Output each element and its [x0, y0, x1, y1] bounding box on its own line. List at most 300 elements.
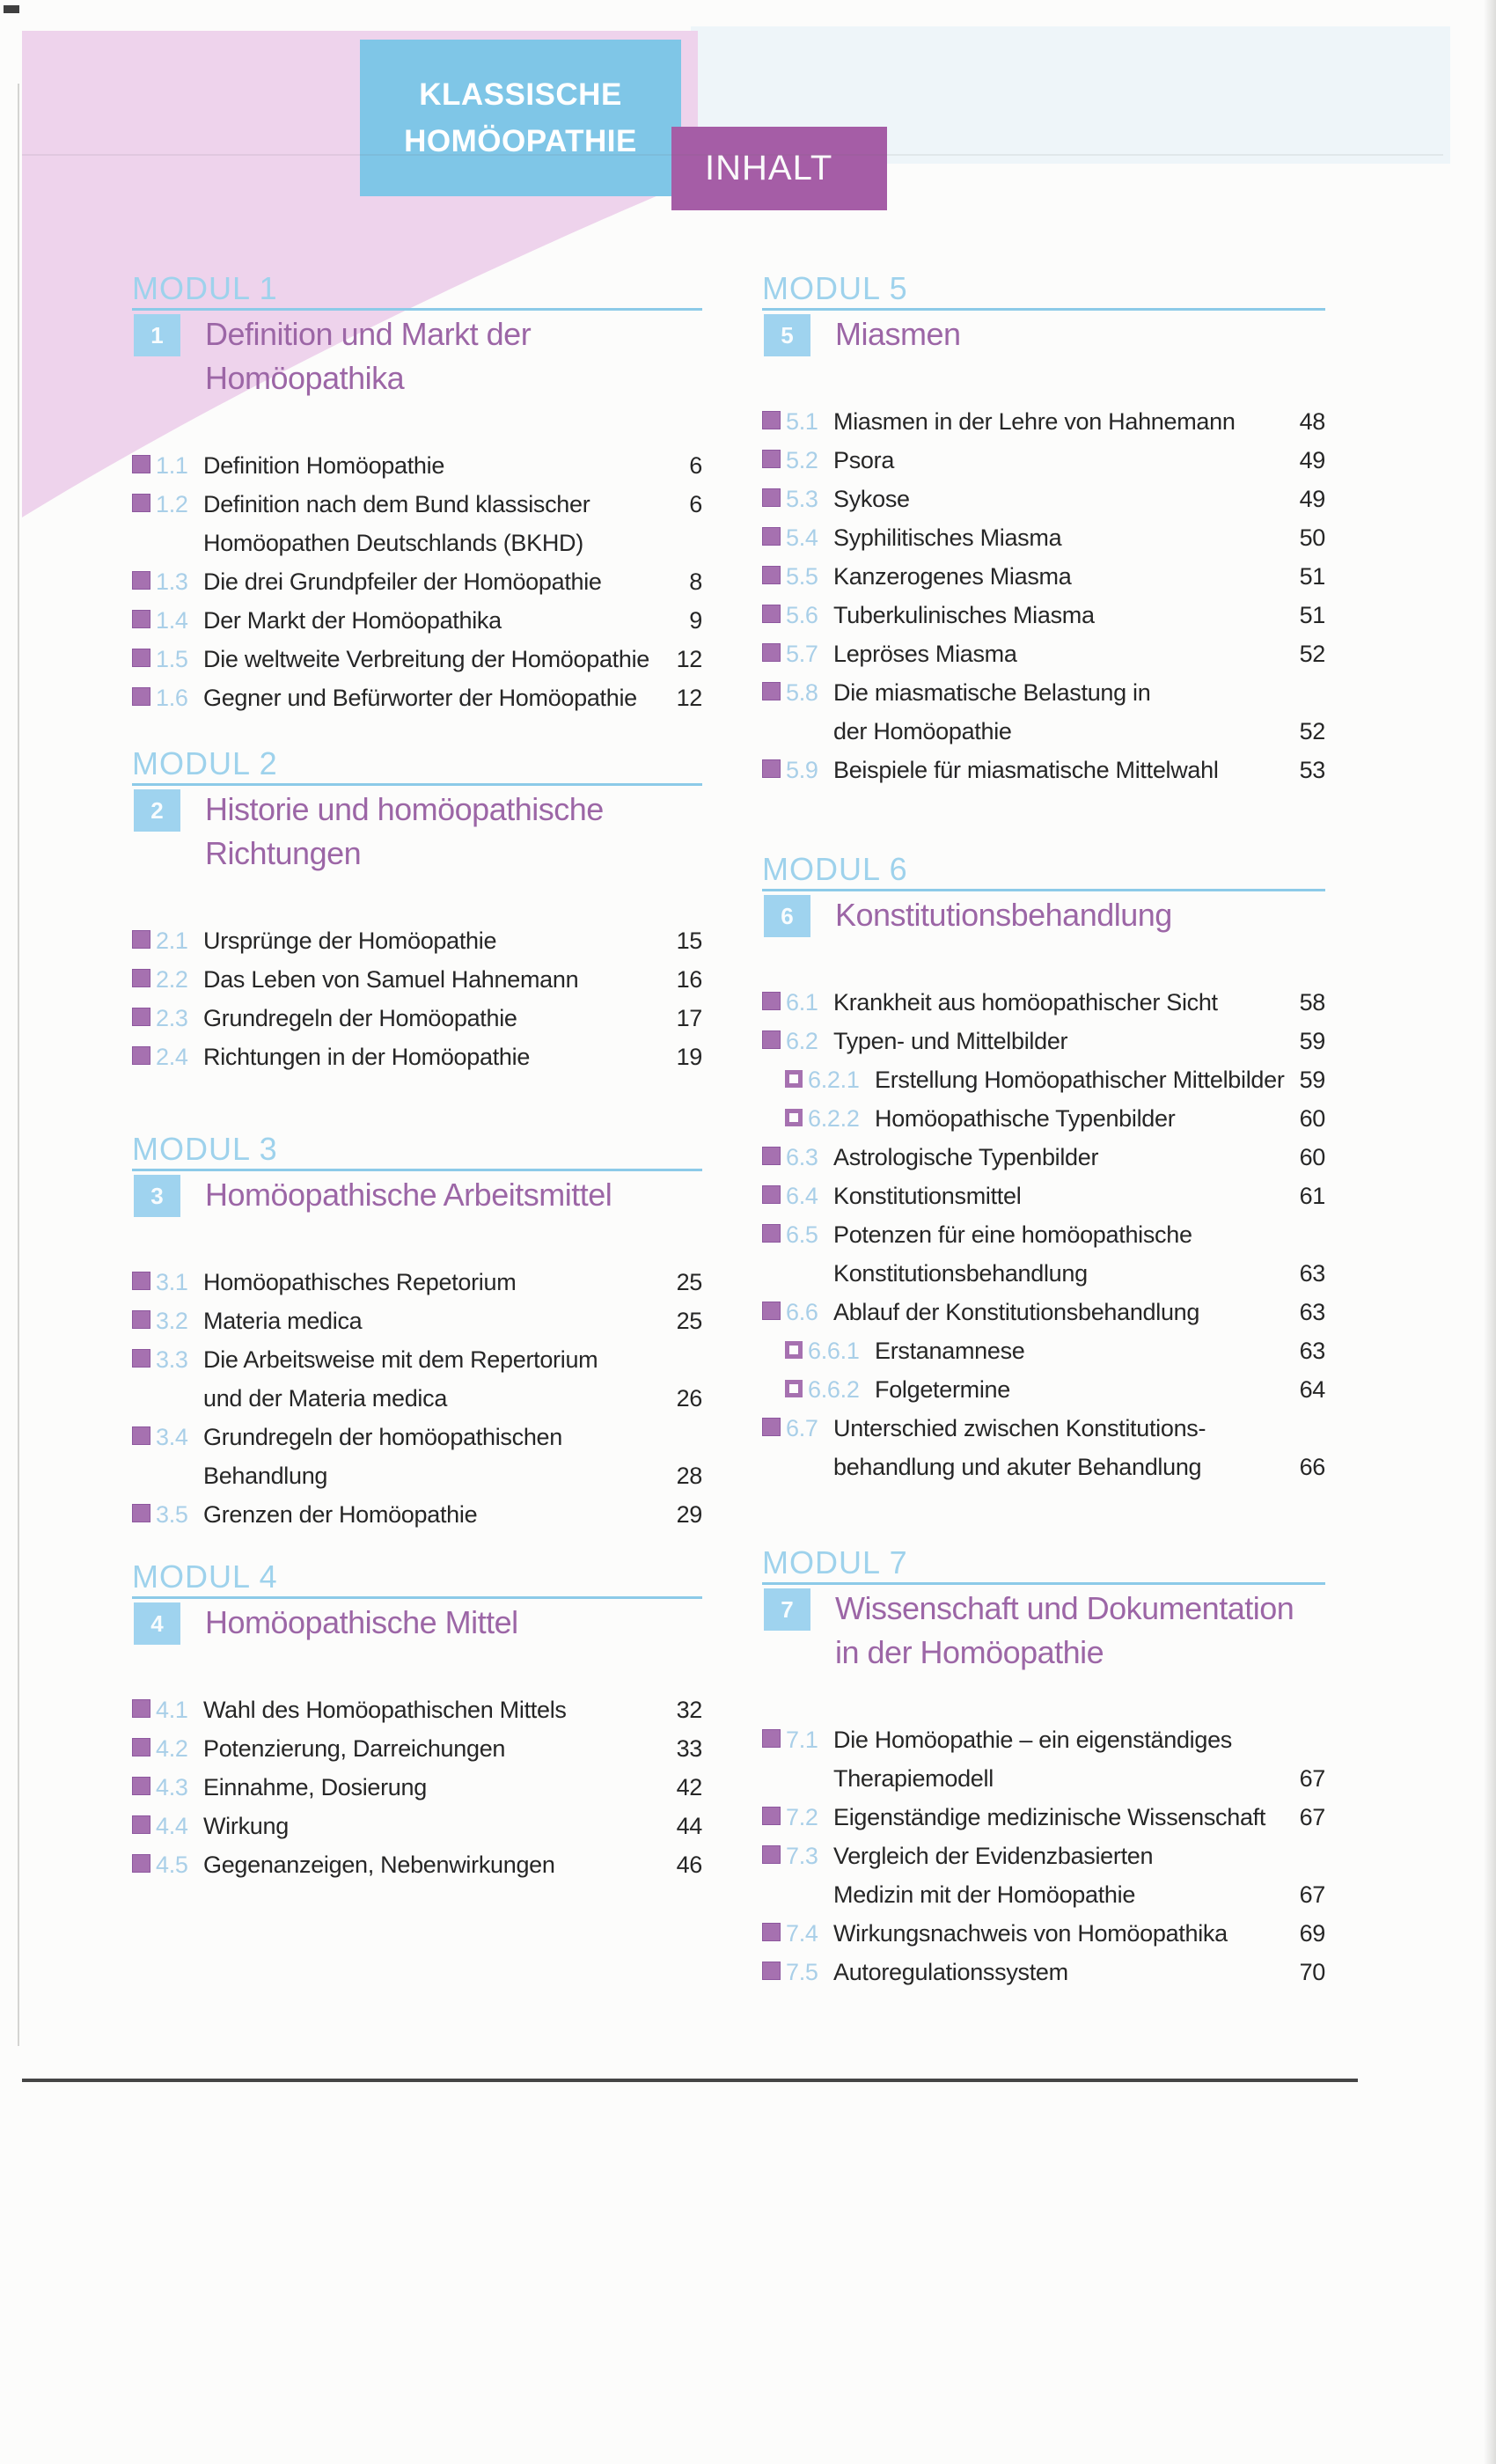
entry-body — [833, 596, 1325, 634]
entry-text: Autoregulationssystem — [833, 1959, 1068, 1985]
module-6-title: Konstitutionsbehandlung — [835, 897, 1172, 933]
entry-row — [203, 1729, 702, 1768]
entry-page: 69 — [1299, 1920, 1325, 1947]
entry-body — [833, 441, 1325, 480]
entry-text: Ursprünge der Homöopathie — [203, 928, 497, 954]
entry-body — [875, 1370, 1325, 1409]
entry-body — [203, 1690, 702, 1729]
module-6-heading: MODUL 6 — [762, 852, 1325, 891]
square-bullet-icon — [132, 687, 150, 706]
entry-number: 6.7 — [786, 1415, 818, 1441]
square-bullet-icon — [762, 1923, 781, 1941]
entry-text: Syphilitisches Miasma — [833, 524, 1062, 551]
entry-row — [875, 1331, 1325, 1370]
entry-number: 6.3 — [786, 1144, 818, 1170]
module-2 — [132, 746, 702, 1076]
entry-row — [833, 1254, 1325, 1293]
entry-body — [203, 678, 702, 717]
entry-number: 2.4 — [156, 1044, 188, 1070]
square-bullet-icon — [762, 1807, 781, 1825]
entry-page: 66 — [1299, 1454, 1325, 1480]
entry-row — [203, 562, 702, 601]
entry-row — [833, 1798, 1325, 1837]
entry-page — [1295, 1837, 1325, 1875]
square-bullet-icon — [132, 494, 150, 512]
square-bullet-icon — [132, 1349, 150, 1368]
entry-row — [833, 402, 1325, 441]
square-bullet-icon — [762, 1845, 781, 1864]
toc-entry-5.6 — [762, 596, 1325, 634]
square-bullet-icon — [762, 1147, 781, 1165]
entry-page — [672, 524, 702, 562]
entry-page: 70 — [1299, 1959, 1325, 1985]
toc-entry-1.3 — [132, 562, 702, 601]
entry-number: 4.4 — [156, 1813, 188, 1839]
entry-text: Grenzen der Homöopathie — [203, 1501, 478, 1528]
brand-box — [360, 40, 681, 196]
entry-body — [833, 1720, 1325, 1798]
toc-entry-6.5 — [762, 1215, 1325, 1293]
module-2-entries — [132, 921, 702, 1076]
square-bullet-icon — [762, 992, 781, 1010]
entry-page — [1295, 1720, 1325, 1759]
module-6-entries — [762, 983, 1325, 1486]
entry-number: 6.1 — [786, 989, 818, 1016]
entry-page: 6 — [689, 491, 702, 517]
entry-page: 16 — [676, 966, 702, 993]
entry-text: Eigenständige medizinische Wissenschaft — [833, 1804, 1266, 1830]
square-bullet-icon — [762, 605, 781, 623]
entry-number: 6.2.1 — [808, 1067, 860, 1093]
entry-text: Definition Homöopathie — [203, 452, 445, 479]
entry-row — [203, 640, 702, 678]
entry-page: 64 — [1299, 1376, 1325, 1403]
entry-text: Unterschied zwischen Konstitutions- — [833, 1415, 1206, 1441]
module-7-heading: MODUL 7 — [762, 1545, 1325, 1585]
entry-row — [833, 673, 1325, 712]
entry-text: Behandlung — [203, 1463, 328, 1489]
entry-page: 67 — [1299, 1804, 1325, 1830]
entry-number: 3.2 — [156, 1308, 188, 1334]
entry-text: Gegner und Befürworter der Homöopathie — [203, 685, 637, 711]
entry-body — [203, 1729, 702, 1768]
module-7-entries — [762, 1720, 1325, 1991]
entry-text: Therapiemodell — [833, 1765, 994, 1792]
entry-page: 12 — [676, 685, 702, 711]
entry-row — [203, 1768, 702, 1807]
entry-number: 7.4 — [786, 1920, 818, 1947]
entry-page: 51 — [1299, 563, 1325, 590]
scan-fold-line — [22, 154, 1443, 156]
entry-row — [833, 441, 1325, 480]
toc-entry-6.4 — [762, 1177, 1325, 1215]
module-6-number-badge: 6 — [764, 895, 810, 937]
module-3-title-row — [132, 1173, 702, 1217]
entry-page: 60 — [1299, 1105, 1325, 1132]
entry-text: Potenzierung, Darreichungen — [203, 1735, 506, 1762]
entry-page: 63 — [1299, 1299, 1325, 1325]
module-2-number-badge: 2 — [134, 789, 180, 832]
entry-number: 3.4 — [156, 1424, 188, 1450]
entry-text: Lepröses Miasma — [833, 641, 1017, 667]
square-bullet-icon — [132, 1310, 150, 1329]
entry-number: 1.2 — [156, 491, 188, 517]
module-2-title: Historie und homöopathische Richtungen — [205, 791, 604, 871]
entry-text: Erstanamnese — [875, 1338, 1025, 1364]
toc-entry-1.5 — [132, 640, 702, 678]
entry-page: 19 — [676, 1044, 702, 1070]
square-bullet-icon — [132, 571, 150, 590]
toc-entry-2.1 — [132, 921, 702, 960]
entry-page: 51 — [1299, 602, 1325, 628]
module-3-entries — [132, 1263, 702, 1534]
module-1-title: Definition und Markt der Homöopathika — [205, 316, 532, 396]
entry-number: 7.1 — [786, 1727, 818, 1753]
entry-number: 6.6.2 — [808, 1376, 860, 1403]
module-4 — [132, 1559, 702, 1884]
entry-row — [833, 1448, 1325, 1486]
entry-text: Das Leben von Samuel Hahnemann — [203, 966, 579, 993]
entry-page: 49 — [1299, 447, 1325, 473]
entry-number: 5.7 — [786, 641, 818, 667]
square-bullet-icon — [762, 566, 781, 584]
entry-number: 5.2 — [786, 447, 818, 473]
entry-body — [833, 1293, 1325, 1331]
toc-entry-4.4 — [132, 1807, 702, 1845]
module-7-title: Wissenschaft und Dokumentation in der Homöopathie — [835, 1590, 1294, 1670]
toc-entry-3.5 — [132, 1495, 702, 1534]
entry-row — [203, 601, 702, 640]
open-square-bullet-icon — [785, 1109, 803, 1126]
module-2-heading: MODUL 2 — [132, 746, 702, 786]
entry-row — [875, 1099, 1325, 1138]
toc-entry-6.6.2 — [762, 1370, 1325, 1409]
entry-body — [203, 562, 702, 601]
bottom-divider-rule — [22, 2079, 1358, 2082]
entry-number: 1.6 — [156, 685, 188, 711]
entry-page: 59 — [1299, 1028, 1325, 1054]
square-bullet-icon — [762, 1185, 781, 1204]
toc-entry-2.4 — [132, 1038, 702, 1076]
entry-number: 3.1 — [156, 1269, 188, 1295]
entry-number: 5.9 — [786, 757, 818, 783]
module-1-heading: MODUL 1 — [132, 271, 702, 311]
brand-line2: HOMÖOPATHIE — [404, 124, 637, 158]
entry-number: 5.4 — [786, 524, 818, 551]
entry-row — [203, 999, 702, 1038]
module-1 — [132, 271, 702, 717]
entry-body — [833, 751, 1325, 789]
entry-page: 9 — [689, 607, 702, 634]
entry-text: Die weltweite Verbreitung der Homöopathie — [203, 646, 649, 672]
entry-body — [875, 1099, 1325, 1138]
entry-text: Wahl des Homöopathischen Mittels — [203, 1697, 567, 1723]
toc-entry-5.5 — [762, 557, 1325, 596]
square-bullet-icon — [132, 1699, 150, 1718]
entry-text: Grundregeln der Homöopathie — [203, 1005, 517, 1031]
toc-entry-5.9 — [762, 751, 1325, 789]
entry-row — [203, 678, 702, 717]
toc-entry-6.2.1 — [762, 1060, 1325, 1099]
entry-row — [203, 485, 702, 524]
entry-row — [833, 1138, 1325, 1177]
square-bullet-icon — [132, 649, 150, 667]
entry-text: Konstitutionsbehandlung — [833, 1260, 1088, 1287]
entry-body — [203, 1845, 702, 1884]
entry-body — [203, 446, 702, 485]
entry-text: Kanzerogenes Miasma — [833, 563, 1072, 590]
entry-row — [203, 524, 702, 562]
module-4-title-row — [132, 1601, 702, 1645]
entry-row — [203, 446, 702, 485]
entry-text: der Homöopathie — [833, 718, 1012, 744]
entry-page: 26 — [676, 1385, 702, 1412]
toc-entry-1.6 — [132, 678, 702, 717]
entry-number: 6.2 — [786, 1028, 818, 1054]
entry-page: 60 — [1299, 1144, 1325, 1170]
entry-page — [1295, 1215, 1325, 1254]
entry-text: Wirkung — [203, 1813, 289, 1839]
entry-text: Homöopathisches Repetorium — [203, 1269, 517, 1295]
module-5-title-row — [762, 312, 1325, 356]
toc-entry-1.4 — [132, 601, 702, 640]
entry-number: 5.6 — [786, 602, 818, 628]
toc-entry-6.1 — [762, 983, 1325, 1022]
entry-number: 2.1 — [156, 928, 188, 954]
square-bullet-icon — [762, 411, 781, 429]
entry-number: 5.5 — [786, 563, 818, 590]
toc-entry-7.5 — [762, 1953, 1325, 1991]
entry-body — [875, 1060, 1325, 1099]
entry-number: 6.2.2 — [808, 1105, 860, 1132]
entry-row — [833, 1177, 1325, 1215]
entry-text: Ablauf der Konstitutionsbehandlung — [833, 1299, 1200, 1325]
entry-body — [833, 402, 1325, 441]
entry-body — [833, 1177, 1325, 1215]
module-5-number-badge: 5 — [764, 314, 810, 356]
entry-row — [203, 1690, 702, 1729]
entry-text: Einnahme, Dosierung — [203, 1774, 427, 1800]
entry-page — [1295, 1409, 1325, 1448]
entry-row — [875, 1060, 1325, 1099]
entry-row — [833, 1914, 1325, 1953]
entry-number: 6.4 — [786, 1183, 818, 1209]
square-bullet-icon — [132, 1504, 150, 1522]
entry-number: 7.3 — [786, 1843, 818, 1869]
entry-page: 63 — [1299, 1260, 1325, 1287]
entry-number: 1.5 — [156, 646, 188, 672]
brand-line1: KLASSISCHE — [419, 77, 622, 112]
square-bullet-icon — [132, 1426, 150, 1445]
entry-row — [203, 921, 702, 960]
module-6 — [762, 852, 1325, 1486]
entry-body — [203, 960, 702, 999]
toc-entry-4.2 — [132, 1729, 702, 1768]
toc-entry-6.6 — [762, 1293, 1325, 1331]
module-5-entries — [762, 402, 1325, 789]
entry-row — [833, 1022, 1325, 1060]
entry-page: 58 — [1299, 989, 1325, 1016]
entry-number: 2.2 — [156, 966, 188, 993]
entry-number: 4.3 — [156, 1774, 188, 1800]
toc-entry-4.1 — [132, 1690, 702, 1729]
square-bullet-icon — [762, 759, 781, 778]
entry-row — [203, 1456, 702, 1495]
module-4-heading: MODUL 4 — [132, 1559, 702, 1599]
toc-entry-4.3 — [132, 1768, 702, 1807]
module-2-title-row — [132, 788, 702, 876]
toc-entry-3.4 — [132, 1418, 702, 1495]
entry-body — [833, 1138, 1325, 1177]
entry-body — [203, 921, 702, 960]
square-bullet-icon — [132, 1777, 150, 1795]
page-title: INHALT — [705, 149, 833, 187]
open-square-bullet-icon — [785, 1341, 803, 1359]
entry-text: Astrologische Typenbilder — [833, 1144, 1099, 1170]
entry-body — [833, 634, 1325, 673]
module-4-number-badge: 4 — [134, 1602, 180, 1645]
scan-mark — [4, 5, 19, 13]
toc-entry-5.7 — [762, 634, 1325, 673]
toc-entry-5.1 — [762, 402, 1325, 441]
module-7 — [762, 1545, 1325, 1991]
square-bullet-icon — [132, 1854, 150, 1873]
entry-text: Folgetermine — [875, 1376, 1010, 1403]
entry-text: Wirkungsnachweis von Homöopathika — [833, 1920, 1228, 1947]
toc-entry-6.2.2 — [762, 1099, 1325, 1138]
toc-entry-6.6.1 — [762, 1331, 1325, 1370]
entry-row — [203, 1845, 702, 1884]
entry-page: 50 — [1299, 524, 1325, 551]
entry-text: Psora — [833, 447, 895, 473]
square-bullet-icon — [762, 643, 781, 662]
entry-number: 6.6 — [786, 1299, 818, 1325]
entry-text: Homöopathen Deutschlands (BKHD) — [203, 530, 583, 556]
entry-number: 3.5 — [156, 1501, 188, 1528]
toc-entry-6.2 — [762, 1022, 1325, 1060]
module-3-number-badge: 3 — [134, 1175, 180, 1217]
entry-body — [833, 1837, 1325, 1914]
entry-row — [833, 983, 1325, 1022]
entry-body — [875, 1331, 1325, 1370]
entry-text: behandlung und akuter Behandlung — [833, 1454, 1202, 1480]
entry-number: 4.2 — [156, 1735, 188, 1762]
entry-page: 25 — [676, 1269, 702, 1295]
module-5 — [762, 271, 1325, 789]
entry-text: Grundregeln der homöopathischen — [203, 1424, 562, 1450]
entry-page: 42 — [676, 1774, 702, 1800]
toc-entry-4.5 — [132, 1845, 702, 1884]
entry-body — [203, 999, 702, 1038]
entry-number: 6.5 — [786, 1221, 818, 1248]
entry-body — [833, 1215, 1325, 1293]
entry-page: 52 — [1299, 718, 1325, 744]
square-bullet-icon — [762, 1729, 781, 1748]
entry-body — [203, 1263, 702, 1302]
entry-row — [875, 1370, 1325, 1409]
entry-body — [833, 1022, 1325, 1060]
entry-page — [1295, 673, 1325, 712]
toc-entry-7.1 — [762, 1720, 1325, 1798]
entry-text: Gegenanzeigen, Nebenwirkungen — [203, 1852, 555, 1878]
entry-text: Die Homöopathie – ein eigenständiges — [833, 1727, 1233, 1753]
entry-body — [833, 1798, 1325, 1837]
entry-row — [833, 1720, 1325, 1759]
toc-entry-7.3 — [762, 1837, 1325, 1914]
square-bullet-icon — [132, 930, 150, 949]
entry-row — [833, 1837, 1325, 1875]
entry-page — [672, 1418, 702, 1456]
module-3-heading: MODUL 3 — [132, 1132, 702, 1171]
square-bullet-icon — [132, 969, 150, 987]
module-1-entries — [132, 446, 702, 717]
entry-page — [672, 1340, 702, 1379]
entry-text: Tuberkulinisches Miasma — [833, 602, 1095, 628]
entry-page: 32 — [676, 1697, 702, 1723]
toc-entry-5.4 — [762, 518, 1325, 557]
module-7-number-badge: 7 — [764, 1588, 810, 1631]
entry-text: und der Materia medica — [203, 1385, 448, 1412]
entry-body — [833, 1409, 1325, 1486]
entry-page: 6 — [689, 452, 702, 479]
entry-page: 67 — [1299, 1881, 1325, 1908]
toc-entry-5.3 — [762, 480, 1325, 518]
toc-entry-5.8 — [762, 673, 1325, 751]
module-6-title-row — [762, 893, 1325, 937]
entry-number: 4.1 — [156, 1697, 188, 1723]
entry-row — [833, 1875, 1325, 1914]
toc-entry-5.2 — [762, 441, 1325, 480]
entry-text: Medizin mit der Homöopathie — [833, 1881, 1136, 1908]
open-square-bullet-icon — [785, 1070, 803, 1088]
toc-entry-3.1 — [132, 1263, 702, 1302]
entry-page: 52 — [1299, 641, 1325, 667]
entry-body — [833, 983, 1325, 1022]
entry-body — [833, 1953, 1325, 1991]
square-bullet-icon — [132, 455, 150, 473]
square-bullet-icon — [762, 527, 781, 546]
entry-page: 28 — [676, 1463, 702, 1489]
toc-entry-1.1 — [132, 446, 702, 485]
module-1-number-badge: 1 — [134, 314, 180, 356]
entry-page: 48 — [1299, 408, 1325, 435]
entry-page: 17 — [676, 1005, 702, 1031]
entry-row — [203, 1340, 702, 1379]
entry-row — [203, 1302, 702, 1340]
page-title-box — [671, 127, 887, 210]
entry-number: 2.3 — [156, 1005, 188, 1031]
entry-body — [833, 1914, 1325, 1953]
entry-page: 46 — [676, 1852, 702, 1878]
module-3-title: Homöopathische Arbeitsmittel — [205, 1177, 612, 1213]
entry-number: 1.1 — [156, 452, 188, 479]
entry-number: 1.3 — [156, 568, 188, 595]
entry-row — [203, 1263, 702, 1302]
entry-text: Die Arbeitsweise mit dem Repertorium — [203, 1346, 598, 1373]
square-bullet-icon — [762, 1030, 781, 1049]
entry-row — [833, 634, 1325, 673]
module-1-title-row — [132, 312, 702, 400]
entry-row — [833, 1953, 1325, 1991]
entry-body — [203, 485, 702, 562]
entry-number: 5.8 — [786, 679, 818, 706]
square-bullet-icon — [762, 682, 781, 700]
entry-row — [833, 751, 1325, 789]
module-5-title: Miasmen — [835, 316, 961, 352]
square-bullet-icon — [762, 1302, 781, 1320]
entry-text: Potenzen für eine homöopathische — [833, 1221, 1192, 1248]
entry-body — [833, 480, 1325, 518]
